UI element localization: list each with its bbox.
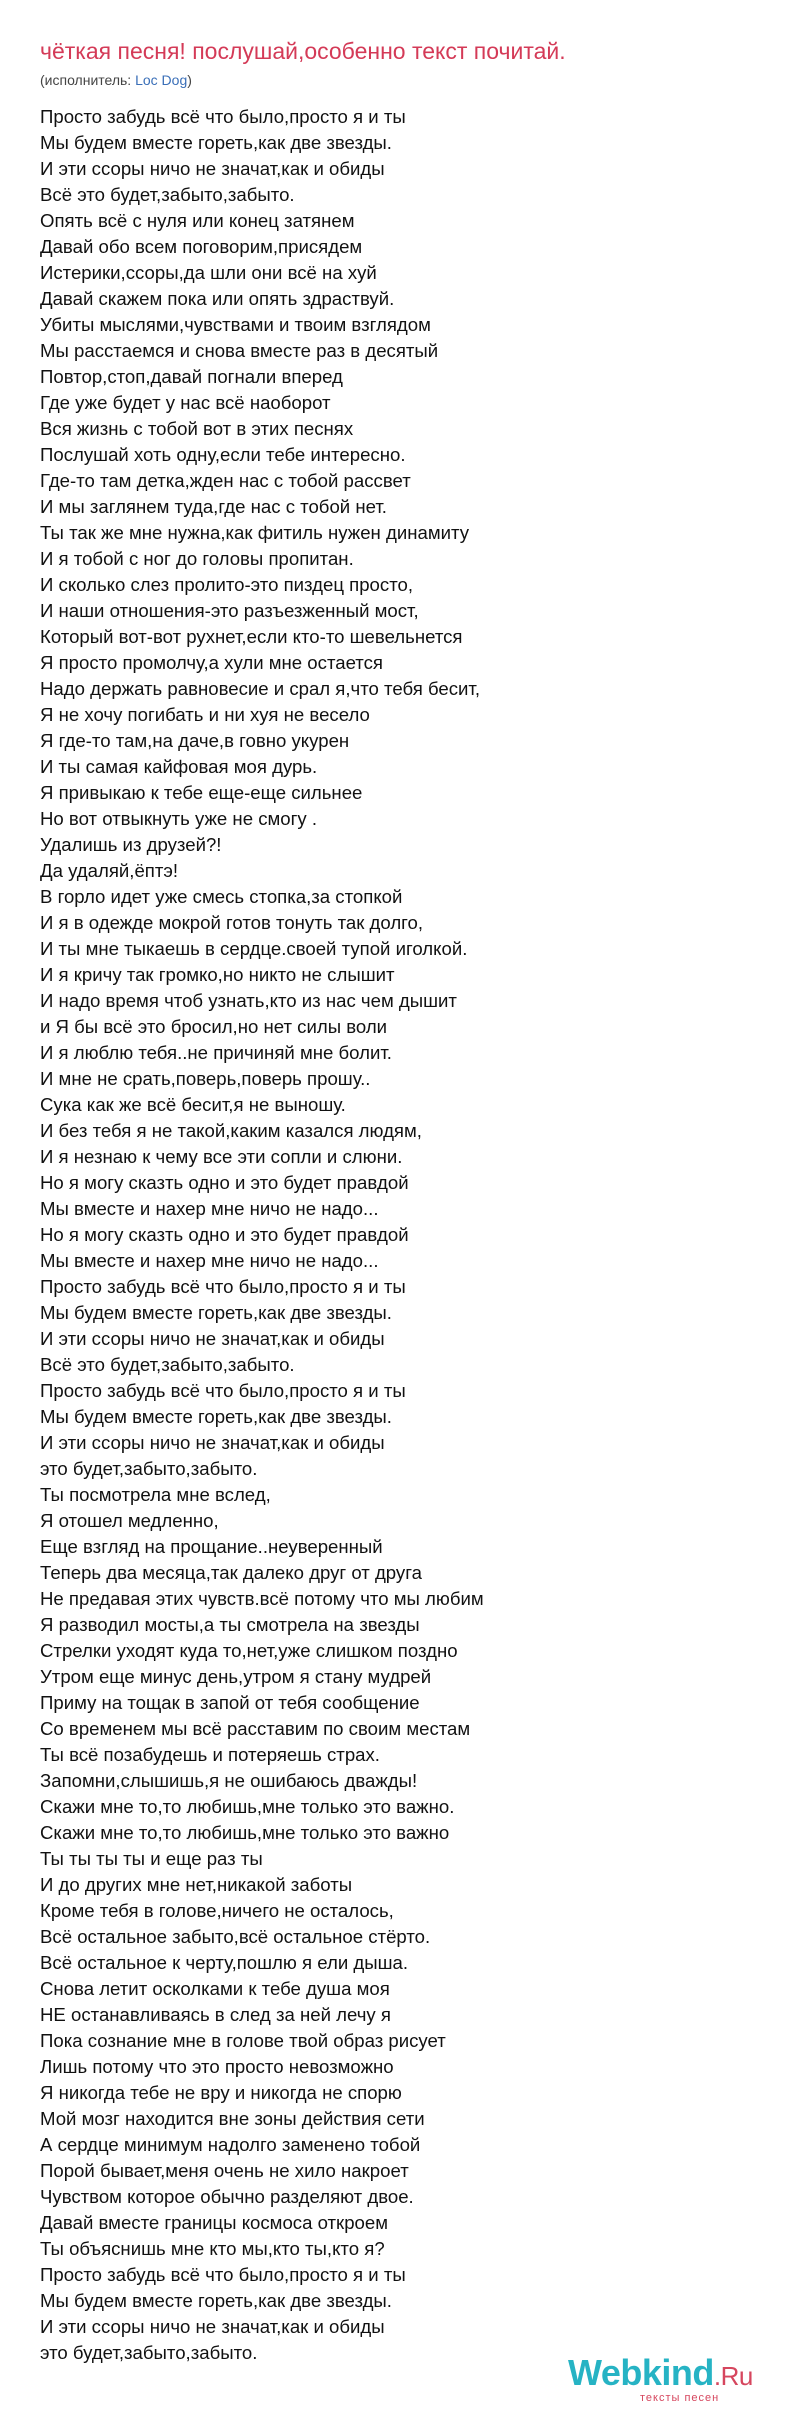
lyric-line: Истерики,ссоры,да шли они всё на хуй <box>40 262 377 283</box>
lyric-line: Повтор,стоп,давай погнали вперед <box>40 366 343 387</box>
lyric-line: Запомни,слышишь,я не ошибаюсь дважды! <box>40 1770 418 1791</box>
lyric-line: Мы будем вместе гореть,как две звезды. <box>40 132 392 153</box>
lyric-line: И я люблю тебя..не причиняй мне болит. <box>40 1042 392 1063</box>
lyric-line: И без тебя я не такой,каким казался людям, <box>40 1120 422 1141</box>
lyric-line: Который вот-вот рухнет,если кто-то шевельнется <box>40 626 463 647</box>
lyric-line: Ты объяснишь мне кто мы,кто ты,кто я? <box>40 2238 385 2259</box>
lyric-line: Чувством которое обычно разделяют двое. <box>40 2186 414 2207</box>
lyric-line: Всё это будет,забыто,забыто. <box>40 184 295 205</box>
lyric-line: Но я могу сказть одно и это будет правдой <box>40 1224 409 1245</box>
lyric-line: Мы вместе и нахер мне ничо не надо... <box>40 1198 379 1219</box>
lyric-line: Пока сознание мне в голове твой образ рисует <box>40 2030 446 2051</box>
logo-main-text: Webkind <box>568 2352 714 2393</box>
lyric-line: Убиты мыслями,чувствами и твоим взглядом <box>40 314 431 335</box>
lyric-line: Просто забудь всё что было,просто я и ты <box>40 1380 406 1401</box>
lyric-line: Где уже будет у нас всё наоборот <box>40 392 331 413</box>
lyric-line: И ты мне тыкаешь в сердце.своей тупой иголкой. <box>40 938 468 959</box>
lyric-line: это будет,забыто,забыто. <box>40 2342 258 2363</box>
lyric-line: Мой мозг находится вне зоны действия сети <box>40 2108 425 2129</box>
lyric-line: Опять всё с нуля или конец затянем <box>40 210 355 231</box>
lyric-line: И эти ссоры ничо не значат,как и обиды <box>40 1328 385 1349</box>
lyric-line: И я тобой с ног до головы пропитан. <box>40 548 354 569</box>
lyric-line: Скажи мне то,то любишь,мне только это важно. <box>40 1796 455 1817</box>
lyric-line: Всё остальное к черту,пошлю я ели дыша. <box>40 1952 409 1973</box>
lyric-line: Лишь потому что это просто невозможно <box>40 2056 394 2077</box>
site-logo[interactable] <box>568 2352 778 2404</box>
lyric-line: Порой бывает,меня очень не хило накроет <box>40 2160 409 2181</box>
lyric-line: Всё остальное забыто,всё остальное стёрто. <box>40 1926 431 1947</box>
lyric-line: Скажи мне то,то любишь,мне только это важно <box>40 1822 450 1843</box>
lyric-line: И мы заглянем туда,где нас с тобой нет. <box>40 496 387 517</box>
lyric-line: Я не хочу погибать и ни хуя не весело <box>40 704 370 725</box>
lyric-line: И эти ссоры ничо не значат,как и обиды <box>40 158 385 179</box>
lyric-line: Утром еще минус день,утром я стану мудрей <box>40 1666 432 1687</box>
lyric-line: Не предавая этих чувств.всё потому что мы любим <box>40 1588 484 1609</box>
lyric-line: Ты всё позабудешь и потеряешь страх. <box>40 1744 380 1765</box>
lyric-line: Я никогда тебе не вру и никогда не спорю <box>40 2082 402 2103</box>
lyric-line: Но я могу сказть одно и это будет правдой <box>40 1172 409 1193</box>
lyric-line: Мы будем вместе гореть,как две звезды. <box>40 1302 392 1323</box>
performer-prefix: (исполнитель: <box>40 72 136 88</box>
lyric-line: Приму на тощак в запой от тебя сообщение <box>40 1692 420 1713</box>
lyric-line: Мы расстаемся и снова вместе раз в десятый <box>40 340 439 361</box>
lyric-line: И я кричу так громко,но никто не слышит <box>40 964 395 985</box>
lyric-line: И сколько слез пролито-это пиздец просто, <box>40 574 414 595</box>
lyric-line: Я где-то там,на даче,в говно укурен <box>40 730 350 751</box>
lyric-line: Я привыкаю к тебе еще-еще сильнее <box>40 782 363 803</box>
lyric-line: Снова летит осколками к тебе душа моя <box>40 1978 390 1999</box>
lyric-line: это будет,забыто,забыто. <box>40 1458 258 1479</box>
lyric-line: И я в одежде мокрой готов тонуть так долго, <box>40 912 424 933</box>
lyric-line: И до других мне нет,никакой заботы <box>40 1874 353 1895</box>
lyric-line: И мне не срать,поверь,поверь прошу.. <box>40 1068 371 1089</box>
lyric-line: И наши отношения-это разъезженный мост, <box>40 600 419 621</box>
lyric-line: Удалишь из друзей?! <box>40 834 222 855</box>
lyric-line: Послушай хоть одну,если тебе интересно. <box>40 444 406 465</box>
lyric-line: Я просто промолчу,а хули мне остается <box>40 652 383 673</box>
lyric-line: Всё это будет,забыто,забыто. <box>40 1354 295 1375</box>
lyric-line: Кроме тебя в голове,ничего не осталось, <box>40 1900 394 1921</box>
lyric-line: Сука как же всё бесит,я не выношу. <box>40 1094 346 1115</box>
lyric-line: Я отошел медленно, <box>40 1510 219 1531</box>
logo-wordmark <box>568 2352 753 2394</box>
lyric-line: Еще взгляд на прощание..неуверенный <box>40 1536 383 1557</box>
lyric-line: Стрелки уходят куда то,нет,уже слишком поздно <box>40 1640 458 1661</box>
lyric-line: Давай обо всем поговорим,присядем <box>40 236 363 257</box>
lyric-line: Я разводил мосты,а ты смотрела на звезды <box>40 1614 420 1635</box>
lyric-line: Просто забудь всё что было,просто я и ты <box>40 2264 406 2285</box>
lyric-line: Да удаляй,ёптэ! <box>40 860 179 881</box>
lyric-line: Мы будем вместе гореть,как две звезды. <box>40 2290 392 2311</box>
lyric-line: Просто забудь всё что было,просто я и ты <box>40 106 406 127</box>
lyric-line: Но вот отвыкнуть уже не смогу . <box>40 808 318 829</box>
lyric-line: Давай скажем пока или опять здраствуй. <box>40 288 395 309</box>
lyric-line: Вся жизнь с тобой вот в этих песнях <box>40 418 354 439</box>
lyric-line: Ты так же мне нужна,как фитиль нужен динамиту <box>40 522 470 543</box>
lyric-line: Мы будем вместе гореть,как две звезды. <box>40 1406 392 1427</box>
lyric-line: Давай вместе границы космоса откроем <box>40 2212 388 2233</box>
logo-domain-suffix: .Ru <box>713 2361 753 2391</box>
lyric-line: Теперь два месяца,так далеко друг от друга <box>40 1562 422 1583</box>
lyric-line: И я незнаю к чему все эти сопли и слюни. <box>40 1146 403 1167</box>
performer-suffix: ) <box>187 72 192 88</box>
page-title: чёткая песня! послушай,особенно текст почитай. <box>40 38 566 64</box>
lyric-line: Мы вместе и нахер мне ничо не надо... <box>40 1250 379 1271</box>
lyric-line: В горло идет уже смесь стопка,за стопкой <box>40 886 403 907</box>
lyric-line: И эти ссоры ничо не значат,как и обиды <box>40 2316 385 2337</box>
logo-subtitle: тексты песен <box>640 2392 720 2404</box>
performer-link[interactable]: Loc Dog <box>135 72 188 88</box>
lyric-line: НЕ останавливаясь в след за ней лечу я <box>40 2004 391 2025</box>
lyric-line: Где-то там детка,жден нас с тобой рассвет <box>40 470 411 491</box>
lyric-line: Просто забудь всё что было,просто я и ты <box>40 1276 406 1297</box>
lyric-line: И эти ссоры ничо не значат,как и обиды <box>40 1432 385 1453</box>
lyric-line: и Я бы всё это бросил,но нет силы воли <box>40 1016 388 1037</box>
lyric-line: Надо держать равновесие и срал я,что тебя бесит, <box>40 678 481 699</box>
lyric-line: Ты ты ты ты и еще раз ты <box>40 1848 263 1869</box>
lyric-line: А сердце минимум надолго заменено тобой <box>40 2134 421 2155</box>
lyric-line: И надо время чтоб узнать,кто из нас чем дышит <box>40 990 457 1011</box>
lyric-line: Ты посмотрела мне вслед, <box>40 1484 271 1505</box>
lyric-line: И ты самая кайфовая моя дурь. <box>40 756 318 777</box>
lyric-line: Со временем мы всё расставим по своим местам <box>40 1718 471 1739</box>
lyrics-text <box>40 104 760 2366</box>
performer-line <box>40 72 192 88</box>
